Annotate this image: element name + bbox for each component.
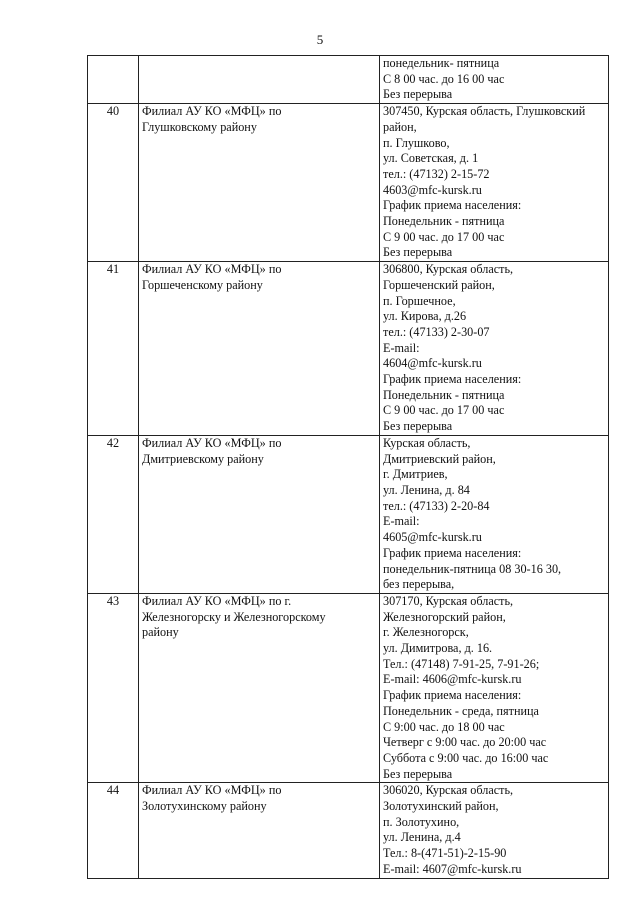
- contact-line: Без перерыва: [383, 419, 453, 434]
- branch-name-line: району: [142, 625, 179, 640]
- contact-line: район,: [383, 119, 417, 134]
- contact-line: Четверг с 9:00 час. до 20:00 час: [383, 735, 547, 750]
- contact-line: ул. Кирова, д.26: [383, 309, 467, 324]
- branch-name: [139, 783, 380, 878]
- contact-line: понедельник- пятница: [383, 56, 500, 70]
- branch-name-line: Филиал АУ КО «МФЦ» по: [142, 262, 282, 277]
- branch-name-line: Горшеченскому району: [142, 277, 263, 292]
- row-number: 41: [88, 262, 139, 436]
- contact-line: E-mail:: [383, 514, 420, 529]
- contact-line: Без перерыва: [383, 766, 453, 781]
- contact-line: 306800, Курская область,: [383, 262, 514, 277]
- contact-line: ул. Советская, д. 1: [383, 151, 479, 166]
- contact-line: График приема населения:: [383, 688, 522, 703]
- contact-line: тел.: (47133) 2-30-07: [383, 324, 490, 339]
- row-number: 43: [88, 593, 139, 782]
- contact-line: E-mail: 4607@mfc-kursk.ru: [383, 861, 522, 876]
- branch-name-line: Железногорску и Железногорскому: [142, 609, 326, 624]
- branch-name-line: Дмитриевскому району: [142, 451, 264, 466]
- contact-line: График приема населения:: [383, 198, 522, 213]
- contact-line: ул. Ленина, д.4: [383, 830, 461, 845]
- branch-name-line: Филиал АУ КО «МФЦ» по: [142, 783, 282, 798]
- row-number: 44: [88, 783, 139, 878]
- contact-line: Без перерыва: [383, 87, 453, 102]
- contact-line: E-mail:: [383, 340, 420, 355]
- table-row: [88, 56, 609, 104]
- branch-name: [139, 104, 380, 262]
- branch-name-line: Филиал АУ КО «МФЦ» по г.: [142, 593, 292, 608]
- contact-line: С 8 00 час. до 16 00 час: [383, 71, 505, 86]
- contact-line: 4605@mfc-kursk.ru: [383, 530, 482, 545]
- contact-line: Горшеченский район,: [383, 277, 495, 292]
- contact-line: 4603@mfc-kursk.ru: [383, 182, 482, 197]
- contact-line: п. Глушково,: [383, 135, 450, 150]
- contact-line: г. Дмитриев,: [383, 467, 448, 482]
- table-row: [88, 435, 609, 593]
- contact-line: Без перерыва: [383, 245, 453, 260]
- page-number: 5: [316, 32, 324, 47]
- branch-name: [139, 262, 380, 436]
- branch-name: [139, 593, 380, 782]
- contact-line: График приема населения:: [383, 372, 522, 387]
- contact-line: Золотухинский район,: [383, 799, 499, 814]
- contact-line: График приема населения:: [383, 545, 522, 560]
- branch-name-line: Филиал АУ КО «МФЦ» по: [142, 104, 282, 119]
- mfc-branches-table: [87, 55, 609, 879]
- table-row: [88, 104, 609, 262]
- branch-contacts: [380, 104, 609, 262]
- contact-line: С 9 00 час. до 17 00 час: [383, 229, 505, 244]
- contact-line: Понедельник - пятница: [383, 214, 505, 229]
- contact-line: Тел.: (47148) 7-91-25, 7-91-26;: [383, 656, 540, 671]
- contact-line: 4604@mfc-kursk.ru: [383, 356, 482, 371]
- contact-line: тел.: (47132) 2-15-72: [383, 166, 490, 181]
- branch-contacts: [380, 435, 609, 593]
- branch-name-line: Глушковскому району: [142, 119, 257, 134]
- branch-contacts: [380, 593, 609, 782]
- contact-line: п. Золотухино,: [383, 814, 460, 829]
- contact-line: Дмитриевский район,: [383, 451, 496, 466]
- contact-line: Тел.: 8-(471-51)-2-15-90: [383, 846, 507, 861]
- branch-contacts: [380, 783, 609, 878]
- contact-line: Понедельник - пятница: [383, 387, 505, 402]
- contact-line: Курская область,: [383, 435, 471, 450]
- contact-line: ул. Димитрова, д. 16.: [383, 641, 493, 656]
- branch-name: [139, 56, 380, 104]
- contact-line: С 9:00 час. до 18 00 час: [383, 719, 505, 734]
- contact-line: 307450, Курская область, Глушковский: [383, 104, 586, 119]
- contact-line: E-mail: 4606@mfc-kursk.ru: [383, 672, 522, 687]
- branch-name-line: Золотухинскому району: [142, 799, 267, 814]
- table-row: [88, 262, 609, 436]
- contact-line: понедельник-пятница 08 30-16 30,: [383, 561, 562, 576]
- contact-line: ул. Ленина, д. 84: [383, 482, 470, 497]
- contact-line: Железногорский район,: [383, 609, 506, 624]
- branch-name-line: Филиал АУ КО «МФЦ» по: [142, 435, 282, 450]
- table-row: [88, 593, 609, 782]
- row-number: 40: [88, 104, 139, 262]
- contact-line: г. Железногорск,: [383, 625, 469, 640]
- row-number: 42: [88, 435, 139, 593]
- row-number: [88, 56, 139, 104]
- contact-line: без перерыва,: [383, 577, 455, 592]
- contact-line: 307170, Курская область,: [383, 593, 514, 608]
- branch-contacts: [380, 56, 609, 104]
- contact-line: п. Горшечное,: [383, 293, 456, 308]
- table-body: [88, 56, 609, 879]
- contact-line: Суббота с 9:00 час. до 16:00 час: [383, 750, 549, 765]
- branch-name: [139, 435, 380, 593]
- contact-line: С 9 00 час. до 17 00 час: [383, 403, 505, 418]
- contact-line: 306020, Курская область,: [383, 783, 514, 798]
- contact-line: тел.: (47133) 2-20-84: [383, 498, 490, 513]
- branch-contacts: [380, 262, 609, 436]
- table-row: [88, 783, 609, 878]
- contact-line: Понедельник - среда, пятница: [383, 703, 539, 718]
